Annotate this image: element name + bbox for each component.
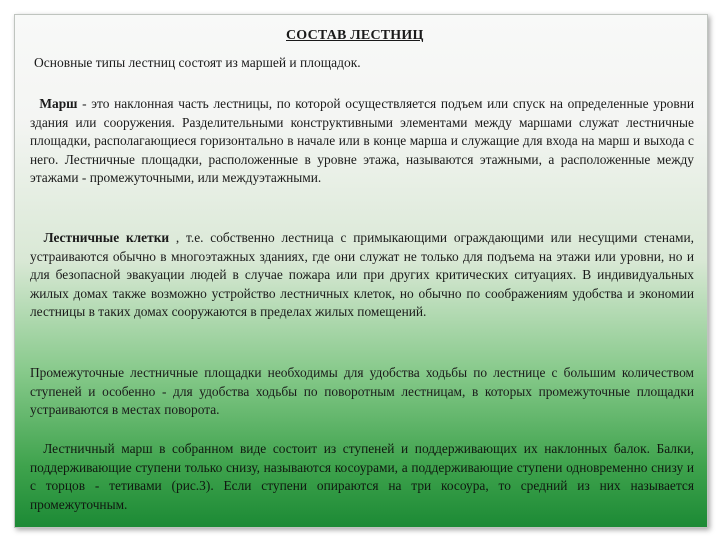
paragraph-landings (30, 364, 694, 420)
term-stair-cells: Лестничные клетки (43, 230, 170, 245)
page-title: СОСТАВ ЛЕСТНИЦ (286, 28, 424, 43)
intro-text: Основные типы лестниц состоят из маршей и площадок. (34, 55, 361, 70)
paragraph-text: Лестничный марш в собранном виде состоит из ступеней и поддерживающих их наклонных балок. Балки, поддерживающие ступени только снизу, называются косоурами, а поддерживающие ступени одновременно снизу и с торцов - тетивами (рис.3). Если ступени опираются на три косоура, то средний из них называется промежуточным. (30, 441, 695, 512)
paragraph-text: , т.е. собственно лестница с примыкающими ограждающими или несущими стенами, устраиваются обычно в многоэтажных зданиях, где они служат не только для подъема на этажи или уровни, но и для безопасной эвакуации людей в случае пожара или при других критических ситуациях. В индивидуальных жилых домах также возможно устройство лестничных клеток, но обычно по соображениям удобства и экономии лестницы в таких домах сооружаются в пределах жилых помещений. (30, 230, 695, 320)
term-march: Марш (39, 96, 78, 111)
paragraph-march (30, 95, 694, 188)
paragraph-stringers (30, 440, 694, 514)
paragraph-stair-cells (30, 229, 694, 322)
paragraph-text: Промежуточные лестничные площадки необходимы для удобства ходьбы по лестнице с большим количеством ступеней и особенно - для удобства ходьбы по поворотным лестницам, в которых промежуточные площадки устраиваются в местах поворота. (30, 365, 694, 418)
paragraph-text: - это наклонная часть лестницы, по которой осуществляется подъем или спуск на определенные уровни здания или сооружения. Разделительными конструктивными элементами между маршами служат лестничные площадки, располагающиеся горизонтально в начале или в конце марша и служащие для входа на марш и выхода с него. Лестничные площадки, расположенные в уровне этажа, называются этажными, а расположенные между этажами - промежуточными, или междуэтажными. (30, 96, 694, 186)
